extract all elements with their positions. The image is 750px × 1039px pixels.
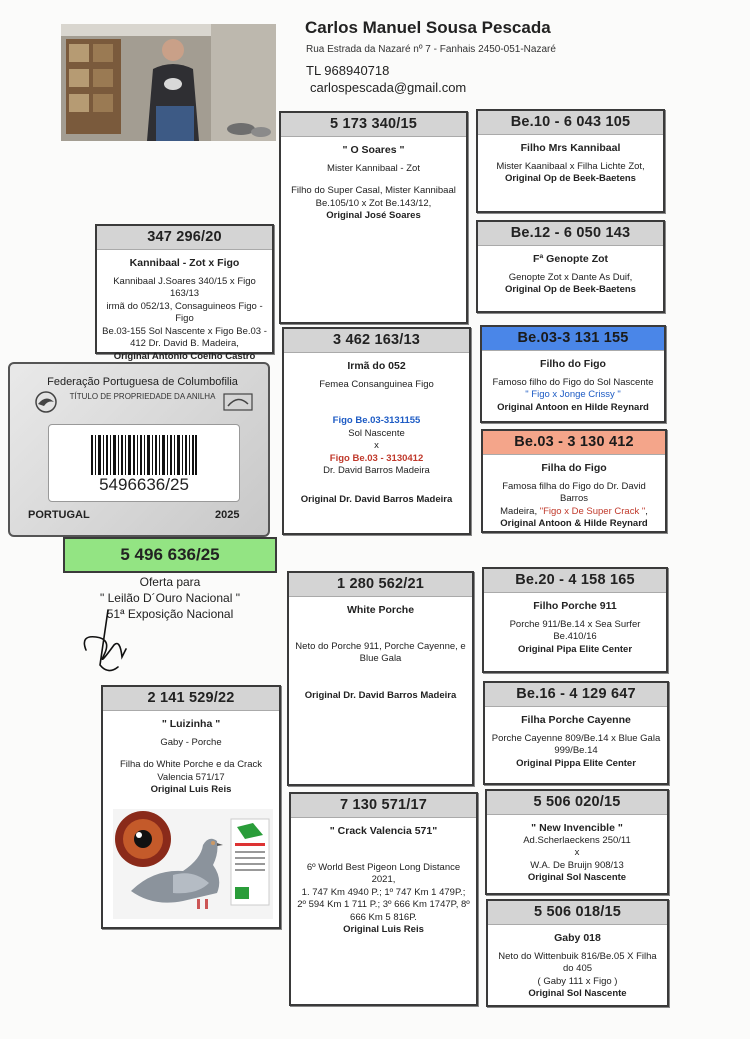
pedigree-line (483, 506, 665, 519)
card-soares (279, 111, 468, 324)
card-porche-cayenne (483, 681, 669, 785)
pedigree-line: Neto do Porche 911, Porche Cayenne, e (295, 640, 466, 652)
pedigree-line: Valencia 571/17 (157, 771, 225, 783)
card-gaby-018 (486, 899, 669, 1007)
breeder-photo (61, 24, 276, 141)
origin-line: Original Antoon & Hilde Reynard (500, 518, 648, 529)
origin-line: Original José Soares (326, 210, 421, 221)
pedigree-line: ( Gaby 111 x Figo ) (537, 975, 618, 987)
bird-name: Filho Mrs Kannibaal (520, 142, 621, 154)
bird-name: " Luizinha " (161, 718, 221, 730)
pedigree-text: Madeira, (500, 505, 540, 517)
pedigree-line: Mister Kaanibaal x Filha Lichte Zot, (496, 160, 645, 172)
pedigree-line: Famoso filho do Figo do Sol Nascente (492, 376, 654, 388)
card-genopte-zot (476, 220, 665, 313)
pedigree-line: Gaby - Porche (160, 736, 222, 748)
result-line: 666 Km 5 816P. (350, 911, 417, 923)
main-ring-banner: 5 496 636/25 (63, 537, 277, 573)
ring-number: Be.10 - 6 043 105 (478, 111, 663, 135)
pigeon-photo (113, 809, 273, 919)
pedigree-line: Filha do White Porche e da Crack (119, 759, 263, 770)
pedigree-line: Porche 911/Be.14 x Sea Surfer Be.410/16 (509, 618, 641, 642)
ring-number: Be.03-3 131 155 (482, 327, 664, 351)
card-new-invencible (485, 789, 669, 895)
loft-photo-image (61, 24, 276, 141)
signature-image (78, 605, 133, 680)
origin-line: Original Sol Nascente (527, 872, 627, 883)
ring-number: Be.16 - 4 129 647 (485, 683, 667, 707)
origin-line: Original Antonio Coelho Castro (113, 350, 256, 362)
ring-number: 2 141 529/22 (103, 687, 279, 711)
pedigree-line: W.A. De Bruijn 908/13 (530, 859, 624, 871)
dam-ring: Figo Be.03 - 3130412 (329, 452, 424, 464)
bird-name: Irmã do 052 (347, 360, 406, 372)
origin-line: Original Pippa Elite Center (516, 757, 636, 769)
result-line: 2º 594 Km 1 711 P.; 3º 666 Km 1747P, 8º (297, 899, 470, 910)
bird-name: " Crack Valencia 571" (329, 825, 438, 837)
pedigree-line: " Figo x Jonge Crissy " (525, 389, 621, 400)
offer-line: Oferta para (139, 575, 201, 589)
bird-name: Fª Genopte Zot (532, 253, 609, 265)
origin-line: Original Dr. David Barros Madeira (304, 689, 457, 701)
pedigree-line: Porche Cayenne 809/Be.14 x Blue Gala (491, 732, 661, 744)
offer-event: " Leilão D´Ouro Nacional " (100, 591, 240, 605)
bird-name: Gaby 018 (554, 932, 601, 944)
card-kannibaal-figo (95, 224, 274, 362)
card-irma-052 (282, 327, 471, 535)
year-label: 2025 (215, 509, 240, 521)
ring-number: Be.03 - 3 130 412 (483, 431, 665, 455)
ring-number: 5 173 340/15 (281, 113, 466, 137)
bird-name: White Porche (346, 604, 415, 616)
card-white-porche (287, 571, 474, 786)
bird-name: Filho do Figo (540, 358, 606, 370)
origin-line: Original Luis Reis (150, 784, 232, 795)
origin-line: Original Pipa Elite Center (517, 643, 633, 655)
bird-name: " O Soares " (342, 144, 405, 156)
pedigree-line: Sol Nascente (348, 427, 405, 439)
ring-number: Be.20 - 4 158 165 (484, 569, 666, 593)
pedigree-line: Dr. David Barros Madeira (323, 465, 430, 476)
origin-line: Original Sol Nascente (528, 988, 627, 999)
sire-ring: Figo Be.03-3131155 (332, 415, 421, 426)
bird-name: Filho Porche 911 (533, 600, 617, 612)
pedigree-text: , (645, 505, 648, 517)
bird-name: Kannibaal - Zot x Figo (129, 257, 240, 269)
bird-name: Filha do Figo (541, 462, 607, 474)
pedigree-line: x (374, 440, 379, 451)
ring-number: 1 280 562/21 (289, 573, 472, 597)
bird-name: " New Invencible " (531, 822, 623, 834)
pedigree-line: 999/Be.14 (554, 745, 598, 756)
pedigree-line: x (574, 847, 580, 858)
breeder-address: Rua Estrada da Nazaré nº 7 - Fanhais 2450-051-Nazaré (306, 44, 556, 55)
pedigree-line: Mister Kannibaal - Zot (327, 162, 420, 174)
ring-ownership-card (8, 362, 270, 537)
card-filho-figo (480, 325, 666, 423)
pedigree-line: Be.03-155 Sol Nascente x Figo Be.03 - (102, 325, 267, 337)
pedigree-line: Genopte Zot x Dante As Duif, (508, 271, 633, 283)
pedigree-line: Ad.Scherlaeckens 250/11 (523, 834, 631, 846)
origin-line: Original Op de Beek-Baetens (505, 284, 636, 295)
result-line: 1. 747 Km 4940 P.; 1º 747 Km 1 479P.; (301, 886, 466, 898)
barcode-graphic (91, 435, 197, 475)
breeder-email: carlospescada@gmail.com (310, 80, 467, 95)
result-line: 6º World Best Pigeon Long Distance 2021, (306, 861, 461, 885)
pedigree-line: Filho do Super Casal, Mister Kannibaal (291, 185, 456, 196)
card-title: TÍTULO DE PROPRIEDADE DA ANILHA (69, 392, 216, 401)
card-porche-911 (482, 567, 668, 673)
card-mrs-kannibaal (476, 109, 665, 213)
pedigree-line: Be.105/10 x Zot Be.143/12, (315, 197, 432, 209)
card-crack-valencia (289, 792, 478, 1006)
origin-line: Original Luis Reis (343, 924, 424, 935)
offer-exhibition: 51ª Exposição Nacional (106, 607, 234, 621)
card-luizinha (101, 685, 281, 929)
country-label: PORTUGAL (28, 509, 90, 521)
breeder-phone: TL 968940718 (306, 63, 390, 78)
ring-number: 5 506 020/15 (487, 791, 667, 815)
card-filha-figo (481, 429, 667, 533)
origin-line: Original Antoon en Hilde Reynard (497, 401, 649, 413)
ring-number: 347 296/20 (97, 226, 272, 250)
origin-line: Original Op de Beek-Baetens (505, 173, 636, 184)
pedigree-line: irmã do 052/13, Consaguineos Figo - Figo (106, 300, 263, 324)
ring-number: 3 462 163/13 (284, 329, 469, 353)
barcode-box (48, 424, 240, 502)
pedigree-line: Blue Gala (359, 653, 402, 664)
pedigree-highlight: "Figo x De Super Crack " (539, 505, 646, 517)
pedigree-line: 412 Dr. David B. Madeira, (130, 338, 239, 349)
pedigree-line: Kannibaal J.Soares 340/15 x Figo 163/13 (113, 275, 256, 299)
breeder-name: Carlos Manuel Sousa Pescada (305, 18, 551, 37)
pedigree-line: Famosa filha do Figo do Dr. David Barros (502, 480, 646, 504)
bird-name: Filha Porche Cayenne (521, 714, 631, 726)
ring-number: Be.12 - 6 050 143 (478, 222, 663, 246)
pedigree-line: Femea Consanguinea Figo (319, 378, 434, 390)
federation-name: Federação Portuguesa de Columbofilia (47, 376, 238, 388)
ring-number: 7 130 571/17 (291, 794, 476, 818)
pedigree-line: Neto do Wittenbuik 816/Be.05 X Filha do 405 (498, 950, 657, 974)
ring-number: 5 506 018/15 (488, 901, 667, 925)
ring-number: 5496636/25 (99, 475, 189, 494)
origin-line: Original Dr. David Barros Madeira (300, 493, 453, 505)
